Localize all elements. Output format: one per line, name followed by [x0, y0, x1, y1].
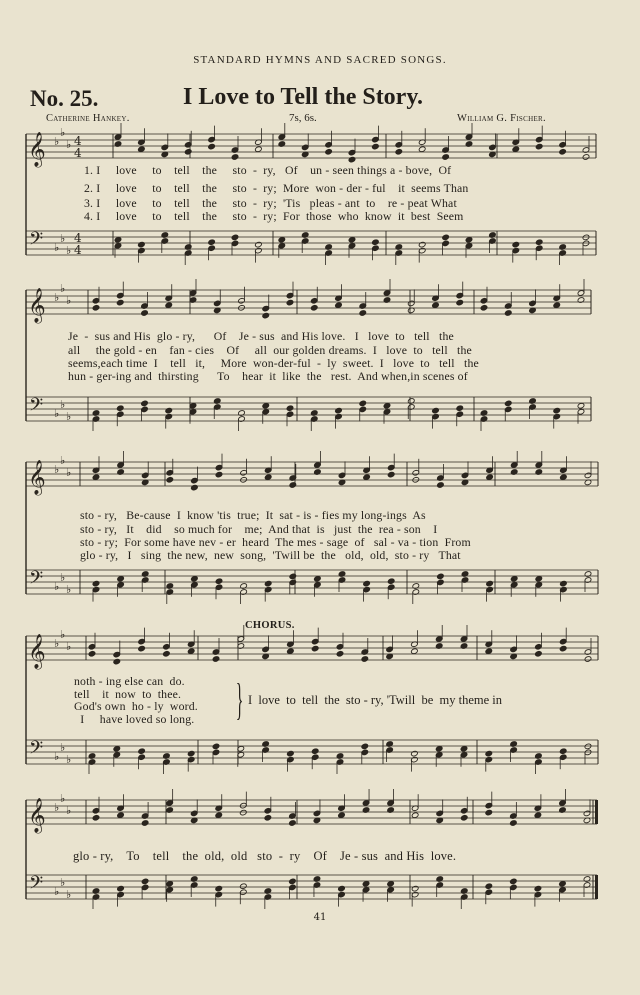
note-head — [559, 149, 567, 156]
lyric-verse-1: Je - sus and His glo - ry, Of Je - sus and His love. I love to tell the — [68, 329, 454, 343]
note-head — [411, 750, 419, 757]
lyric-verse-2: all the gold - en fan - cies Of all our golden dreams. I love to tell the — [68, 343, 472, 357]
lyric-verse-4: glo - ry, I sing the new, new song, 'Twill be the old, old, sto - ry That — [80, 548, 461, 562]
note-head — [512, 146, 520, 153]
note-head — [485, 750, 493, 757]
verse-brace: } — [235, 675, 244, 724]
bass-clef: 𝄢 — [29, 873, 44, 898]
note-head — [212, 656, 220, 663]
note-head — [138, 241, 146, 248]
chorus-label: CHORUS. — [245, 620, 295, 631]
note-head — [348, 237, 356, 244]
note-head — [289, 482, 297, 489]
bass-clef: 𝄢 — [29, 395, 44, 420]
note-head — [116, 405, 124, 412]
lyric-verse-3: 3. I love to tell the sto - ry; 'Tis pleas - ant to re - peat What — [84, 196, 457, 210]
treble-clef: 𝄞 — [28, 798, 46, 833]
note-head — [191, 484, 199, 491]
hymn-title: I Love to Tell the Story. — [183, 84, 424, 110]
note-head — [165, 407, 173, 414]
note-head — [535, 239, 543, 246]
note-head — [383, 403, 391, 410]
note-head — [411, 885, 419, 892]
note-head — [310, 305, 318, 312]
flat-sign: ♭ — [66, 294, 72, 307]
flat-sign: ♭ — [60, 741, 66, 754]
lyric-verse-1: noth - ing else can do. — [74, 674, 185, 688]
note-head — [432, 302, 440, 309]
note-head — [512, 241, 520, 248]
flat-sign: ♭ — [66, 888, 72, 901]
note-head — [262, 312, 270, 319]
flat-sign: ♭ — [66, 138, 72, 151]
note-head — [165, 302, 173, 309]
flat-sign: ♭ — [60, 876, 66, 889]
note-head — [289, 820, 297, 827]
lyric-verse-3: God's own ho - ly word. — [74, 699, 198, 713]
composer-credit: William G. Fischer. — [457, 113, 546, 124]
note-head — [387, 881, 395, 888]
note-head — [361, 743, 369, 750]
note-head — [534, 812, 542, 819]
note-head — [411, 648, 419, 655]
note-head — [113, 746, 121, 753]
flat-sign: ♭ — [66, 244, 72, 257]
note-head — [387, 578, 395, 585]
note-head — [460, 746, 468, 753]
flat-sign: ♭ — [66, 753, 72, 766]
note-head — [387, 471, 395, 478]
note-head — [138, 645, 146, 652]
note-head — [535, 576, 543, 583]
flat-sign: ♭ — [54, 885, 60, 898]
flat-sign: ♭ — [60, 792, 66, 805]
note-head — [456, 405, 464, 412]
flat-sign: ♭ — [60, 126, 66, 139]
note-head — [231, 154, 239, 161]
note-head — [311, 645, 319, 652]
note-head — [348, 156, 356, 163]
note-head — [262, 403, 270, 410]
running-head: STANDARD HYMNS AND SACRED SONGS. — [193, 54, 447, 66]
treble-clef: 𝄞 — [28, 634, 46, 669]
lyric-verse-2: 2. I love to tell the sto - ry; More won - der - ful it seems Than — [84, 181, 469, 195]
note-head — [92, 815, 100, 822]
note-head — [114, 237, 122, 244]
treble-clef: 𝄞 — [28, 132, 46, 167]
flat-sign: ♭ — [54, 407, 60, 420]
note-head — [212, 743, 220, 750]
treble-clef: 𝄞 — [28, 288, 46, 323]
note-head — [231, 234, 239, 241]
note-head — [504, 400, 512, 407]
note-head — [208, 239, 216, 246]
note-head — [510, 820, 518, 827]
note-head — [255, 241, 263, 248]
treble-clef: 𝄞 — [28, 460, 46, 495]
note-head — [553, 302, 561, 309]
flat-sign: ♭ — [60, 398, 66, 411]
note-head — [460, 815, 468, 822]
note-head — [485, 648, 493, 655]
note-head — [141, 400, 149, 407]
note-head — [338, 885, 346, 892]
note-head — [184, 149, 192, 156]
note-head — [582, 154, 590, 161]
note-head — [363, 474, 371, 481]
flat-sign: ♭ — [60, 232, 66, 245]
note-head — [287, 750, 295, 757]
time-signature: 4 — [74, 134, 82, 148]
note-head — [286, 299, 294, 306]
note-head — [215, 812, 223, 819]
note-head — [240, 883, 248, 890]
note-head — [163, 651, 171, 658]
note-head — [336, 651, 344, 658]
time-signature: 4 — [74, 231, 82, 245]
note-head — [141, 820, 149, 827]
note-head — [372, 239, 380, 246]
note-head — [359, 310, 367, 317]
note-head — [534, 885, 542, 892]
flat-sign: ♭ — [60, 282, 66, 295]
note-head — [465, 237, 473, 244]
note-head — [442, 234, 450, 241]
lyric-verse-3: sto - ry; For some have nev - er heard The mes - sage of sal - va - tion From — [80, 535, 471, 549]
note-head — [289, 878, 297, 885]
flat-sign: ♭ — [66, 466, 72, 479]
note-head — [418, 146, 426, 153]
note-head — [442, 154, 450, 161]
note-head — [255, 146, 263, 153]
lyric-verse-4: I have loved so long. — [74, 712, 195, 726]
note-head — [510, 576, 518, 583]
note-head — [117, 885, 125, 892]
lyric-verse-2: sto - ry, It did so much for me; And that is just the rea - son I — [80, 522, 438, 536]
note-head — [584, 656, 592, 663]
note-head — [215, 578, 223, 585]
note-head — [92, 474, 100, 481]
note-head — [480, 305, 488, 312]
final-barline — [595, 800, 598, 824]
flat-sign: ♭ — [66, 583, 72, 596]
note-head — [240, 809, 248, 816]
note-head — [535, 143, 543, 150]
note-head — [418, 241, 426, 248]
flat-sign: ♭ — [60, 571, 66, 584]
note-head — [286, 405, 294, 412]
note-head — [289, 573, 297, 580]
flat-sign: ♭ — [66, 640, 72, 653]
note-head — [559, 881, 567, 888]
page-number: 41 — [313, 912, 327, 923]
note-head — [215, 471, 223, 478]
bass-clef: 𝄢 — [29, 738, 44, 763]
flat-sign: ♭ — [66, 410, 72, 423]
note-head — [372, 143, 380, 150]
hymn-number: No. 25. — [30, 86, 99, 111]
note-head — [264, 815, 272, 822]
note-head — [335, 302, 343, 309]
final-barline — [595, 875, 598, 899]
note-head — [191, 576, 199, 583]
flat-sign: ♭ — [60, 454, 66, 467]
refrain-lyric: I love to tell the sto - ry, 'Twill be my theme in — [248, 693, 502, 707]
note-head — [411, 812, 419, 819]
note-head — [504, 310, 512, 317]
note-head — [117, 576, 125, 583]
flat-sign: ♭ — [54, 750, 60, 763]
note-head — [559, 748, 567, 755]
lyric-verse-3: seems,each time I tell it, More won-der-ful - ly sweet. I love to tell the — [68, 356, 479, 370]
note-head — [584, 743, 592, 750]
note-head — [166, 477, 174, 484]
note-head — [278, 237, 286, 244]
note-head — [362, 881, 370, 888]
meter-label: 7s, 6s. — [289, 112, 317, 124]
flat-sign: ♭ — [54, 241, 60, 254]
note-head — [92, 580, 100, 587]
note-head — [325, 149, 333, 156]
bass-clef: 𝄢 — [29, 229, 44, 254]
note-head — [208, 143, 216, 150]
flat-sign: ♭ — [60, 628, 66, 641]
note-head — [138, 146, 146, 153]
lyric-verse-4: 4. I love to tell the sto - ry; For those who know it best Seem — [84, 209, 464, 223]
flat-sign: ♭ — [54, 135, 60, 148]
note-head — [187, 648, 195, 655]
note-head — [138, 748, 146, 755]
bass-clef: 𝄢 — [29, 568, 44, 593]
lyric-verse-4: hun - ger-ing and thirsting To hear it like the rest. And when,in scenes of — [68, 369, 468, 383]
flat-sign: ♭ — [54, 291, 60, 304]
lyric-verse-1: 1. I love to tell the sto - ry, Of un - seen things a - bove, Of — [84, 163, 452, 177]
note-head — [553, 407, 561, 414]
note-head — [314, 576, 322, 583]
flat-sign: ♭ — [54, 463, 60, 476]
note-head — [577, 403, 585, 410]
note-head — [338, 812, 346, 819]
note-head — [560, 474, 568, 481]
note-head — [559, 645, 567, 652]
time-signature: 4 — [74, 243, 82, 257]
time-signature: 4 — [74, 146, 82, 160]
note-head — [437, 482, 445, 489]
author-credit: Catherine Hankey. — [46, 113, 130, 124]
note-head — [560, 580, 568, 587]
note-head — [485, 809, 493, 816]
note-head — [88, 651, 96, 658]
flat-sign: ♭ — [54, 637, 60, 650]
note-head — [432, 407, 440, 414]
flat-sign: ♭ — [66, 804, 72, 817]
note-head — [264, 474, 272, 481]
note-head — [187, 750, 195, 757]
note-head — [117, 812, 125, 819]
note-head — [287, 648, 295, 655]
note-head — [485, 883, 493, 890]
note-head — [359, 400, 367, 407]
note-head — [215, 885, 223, 892]
note-head — [363, 580, 371, 587]
note-head — [486, 580, 494, 587]
note-head — [510, 878, 518, 885]
note-head — [113, 658, 121, 665]
note-head — [437, 573, 445, 580]
note-head — [141, 310, 149, 317]
note-head — [395, 149, 403, 156]
note-head — [166, 881, 174, 888]
note-head — [361, 656, 369, 663]
note-head — [92, 305, 100, 312]
note-head — [311, 748, 319, 755]
lyric-final: glo - ry, To tell the old, old sto - ry Of Je - sus and His love. — [73, 849, 457, 863]
note-head — [456, 299, 464, 306]
note-head — [116, 299, 124, 306]
lyric-verse-1: sto - ry, Be-cause I know 'tis true; It sat - is - fies my long-ings As — [80, 508, 426, 522]
note-head — [141, 878, 149, 885]
note-head — [264, 580, 272, 587]
note-head — [535, 651, 543, 658]
note-head — [435, 746, 443, 753]
note-head — [486, 474, 494, 481]
note-head — [335, 407, 343, 414]
flat-sign: ♭ — [54, 580, 60, 593]
lyric-verse-2: tell it now to thee. — [74, 687, 182, 701]
flat-sign: ♭ — [54, 801, 60, 814]
